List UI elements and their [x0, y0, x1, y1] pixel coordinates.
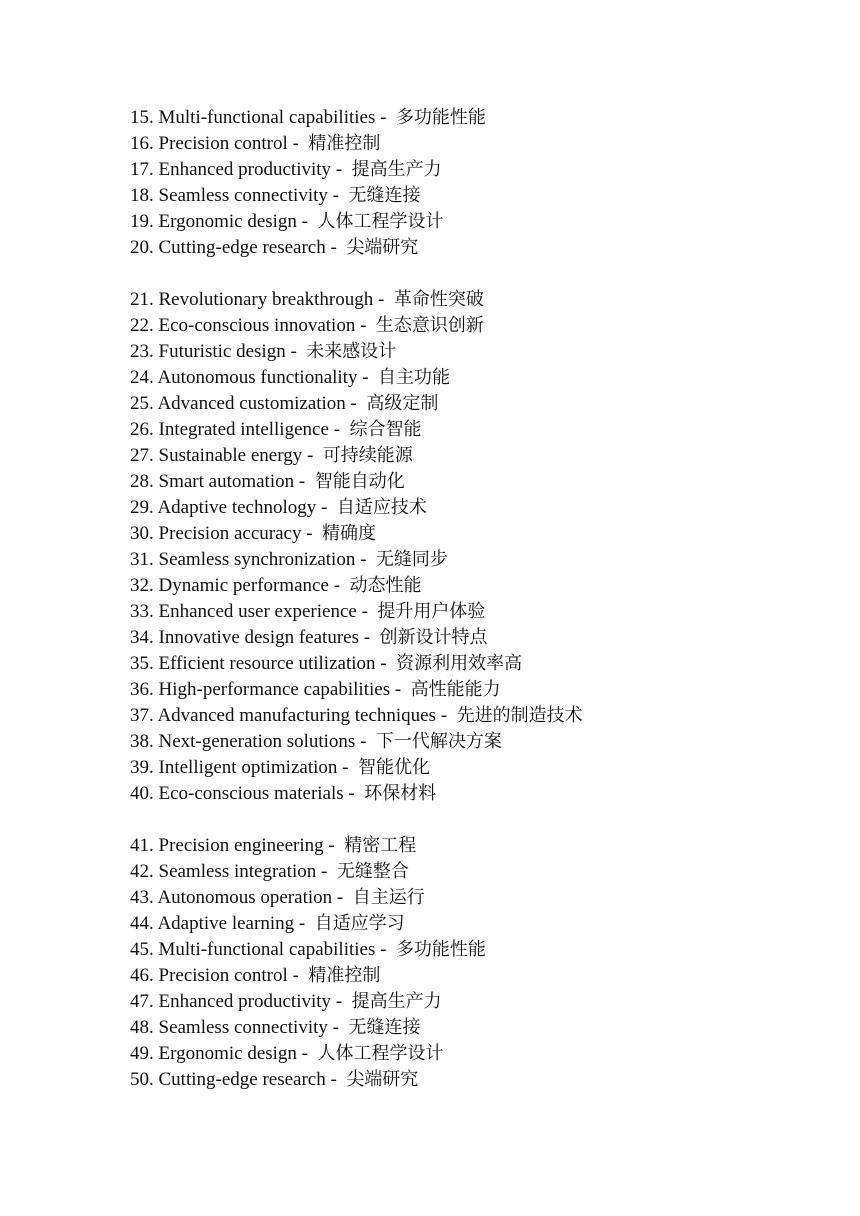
- term-list-item: [130, 1015, 830, 1041]
- term-separator-space: [308, 1043, 318, 1064]
- term-separator-space: [342, 991, 352, 1012]
- term-list-item: [130, 859, 830, 885]
- chinese-term: 无缝连接: [348, 185, 421, 206]
- chinese-term: 提高生产力: [351, 159, 442, 180]
- term-list-item: [130, 573, 830, 599]
- chinese-term: 资源利用效率高: [396, 653, 523, 674]
- chinese-term: 智能自动化: [314, 471, 405, 492]
- term-list-item: [130, 703, 830, 729]
- term-separator-space: [342, 159, 352, 180]
- chinese-term: 下一代解决方案: [375, 731, 502, 752]
- english-term: 31. Seamless synchronization -: [130, 549, 367, 570]
- term-separator-space: [337, 1069, 347, 1090]
- english-term: 37. Advanced manufacturing techniques -: [130, 705, 448, 726]
- chinese-term: 提升用户体验: [377, 601, 486, 622]
- term-separator-space: [299, 133, 309, 154]
- chinese-term: 动态性能: [349, 575, 422, 596]
- term-separator-space: [348, 757, 358, 778]
- english-term: 16. Precision control -: [130, 133, 299, 154]
- chinese-term: 高级定制: [366, 393, 439, 414]
- term-separator-space: [343, 887, 353, 908]
- chinese-term: 尖端研究: [346, 1069, 419, 1090]
- english-term: 25. Advanced customization -: [130, 393, 357, 414]
- english-term: 44. Adaptive learning -: [130, 913, 306, 934]
- english-term: 17. Enhanced productivity -: [130, 159, 343, 180]
- english-term: 32. Dynamic performance -: [130, 575, 340, 596]
- english-term: 34. Innovative design features -: [130, 627, 371, 648]
- chinese-term: 无缝同步: [375, 549, 448, 570]
- term-list-item: [130, 937, 830, 963]
- term-separator-space: [370, 627, 380, 648]
- chinese-term: 多功能性能: [395, 107, 486, 128]
- chinese-term: 人体工程学设计: [317, 1043, 444, 1064]
- chinese-term: 尖端研究: [346, 237, 419, 258]
- term-separator-space: [401, 679, 411, 700]
- document-page: [130, 105, 830, 1093]
- term-list-item: [130, 677, 830, 703]
- english-term: 41. Precision engineering -: [130, 835, 335, 856]
- english-term: 38. Next-generation solutions -: [130, 731, 367, 752]
- term-separator-space: [299, 965, 309, 986]
- term-separator-space: [366, 549, 376, 570]
- term-separator-space: [384, 289, 394, 310]
- english-term: 30. Precision accuracy -: [130, 523, 313, 544]
- english-term: 22. Eco-conscious innovation -: [130, 315, 367, 336]
- term-list-item: [130, 547, 830, 573]
- chinese-term: 环保材料: [364, 783, 437, 804]
- term-list-item: [130, 729, 830, 755]
- english-term: 39. Intelligent optimization -: [130, 757, 349, 778]
- english-term: 45. Multi-functional capabilities -: [130, 939, 387, 960]
- term-separator-space: [355, 783, 365, 804]
- term-list-group: [130, 287, 830, 807]
- term-separator-space: [337, 237, 347, 258]
- term-separator-space: [305, 913, 315, 934]
- term-separator-space: [366, 731, 376, 752]
- term-list-item: [130, 443, 830, 469]
- term-list-item: [130, 105, 830, 131]
- english-term: 42. Seamless integration -: [130, 861, 328, 882]
- chinese-term: 自适应学习: [314, 913, 405, 934]
- term-list-item: [130, 365, 830, 391]
- english-term: 48. Seamless connectivity -: [130, 1017, 339, 1038]
- english-term: 33. Enhanced user experience -: [130, 601, 368, 622]
- english-term: 27. Sustainable energy -: [130, 445, 314, 466]
- term-separator-space: [386, 939, 396, 960]
- term-separator-space: [335, 835, 345, 856]
- term-list-item: [130, 183, 830, 209]
- term-list-item: [130, 781, 830, 807]
- term-separator-space: [366, 315, 376, 336]
- term-separator-space: [297, 341, 307, 362]
- term-list-item: [130, 209, 830, 235]
- english-term: 18. Seamless connectivity -: [130, 185, 339, 206]
- term-separator-space: [386, 107, 396, 128]
- term-separator-space: [308, 211, 318, 232]
- term-list-item: [130, 989, 830, 1015]
- chinese-term: 生态意识创新: [375, 315, 484, 336]
- term-list-item: [130, 131, 830, 157]
- chinese-term: 未来感设计: [306, 341, 397, 362]
- english-term: 50. Cutting-edge research -: [130, 1069, 337, 1090]
- term-list-item: [130, 963, 830, 989]
- english-term: 40. Eco-conscious materials -: [130, 783, 355, 804]
- term-list-item: [130, 833, 830, 859]
- term-separator-space: [313, 445, 323, 466]
- english-term: 35. Efficient resource utilization -: [130, 653, 387, 674]
- chinese-term: 精准控制: [308, 133, 381, 154]
- chinese-term: 创新设计特点: [379, 627, 488, 648]
- term-list-item: [130, 521, 830, 547]
- term-list-item: [130, 599, 830, 625]
- term-list-item: [130, 911, 830, 937]
- chinese-term: 无缝连接: [348, 1017, 421, 1038]
- english-term: 28. Smart automation -: [130, 471, 306, 492]
- term-list-group: [130, 105, 830, 261]
- term-list-group: [130, 833, 830, 1093]
- chinese-term: 先进的制造技术: [456, 705, 583, 726]
- english-term: 47. Enhanced productivity -: [130, 991, 343, 1012]
- term-separator-space: [313, 523, 323, 544]
- term-list-item: [130, 885, 830, 911]
- chinese-term: 革命性突破: [393, 289, 484, 310]
- term-separator-space: [369, 367, 379, 388]
- term-list-item: [130, 157, 830, 183]
- term-separator-space: [447, 705, 457, 726]
- chinese-term: 自主功能: [378, 367, 451, 388]
- term-list-item: [130, 755, 830, 781]
- chinese-term: 精确度: [322, 523, 377, 544]
- english-term: 26. Integrated intelligence -: [130, 419, 340, 440]
- term-list-item: [130, 339, 830, 365]
- chinese-term: 多功能性能: [395, 939, 486, 960]
- english-term: 43. Autonomous operation -: [130, 887, 344, 908]
- term-list-item: [130, 391, 830, 417]
- term-list-item: [130, 469, 830, 495]
- chinese-term: 自适应技术: [336, 497, 427, 518]
- term-separator-space: [327, 861, 337, 882]
- term-separator-space: [305, 471, 315, 492]
- term-list-item: [130, 287, 830, 313]
- chinese-term: 智能优化: [357, 757, 430, 778]
- english-term: 49. Ergonomic design -: [130, 1043, 309, 1064]
- term-list-item: [130, 1067, 830, 1093]
- term-separator-space: [368, 601, 378, 622]
- term-list-item: [130, 417, 830, 443]
- chinese-term: 高性能能力: [410, 679, 501, 700]
- term-list-item: [130, 1041, 830, 1067]
- term-separator-space: [357, 393, 367, 414]
- chinese-term: 自主运行: [352, 887, 425, 908]
- chinese-term: 可持续能源: [322, 445, 413, 466]
- term-list-item: [130, 495, 830, 521]
- term-list-item: [130, 313, 830, 339]
- chinese-term: 精准控制: [308, 965, 381, 986]
- term-list-item: [130, 625, 830, 651]
- english-term: 46. Precision control -: [130, 965, 299, 986]
- term-list-item: [130, 235, 830, 261]
- term-separator-space: [387, 653, 397, 674]
- chinese-term: 精密工程: [344, 835, 417, 856]
- english-term: 36. High-performance capabilities -: [130, 679, 402, 700]
- english-term: 20. Cutting-edge research -: [130, 237, 337, 258]
- english-term: 21. Revolutionary breakthrough -: [130, 289, 385, 310]
- english-term: 23. Futuristic design -: [130, 341, 297, 362]
- term-separator-space: [327, 497, 337, 518]
- chinese-term: 无缝整合: [336, 861, 409, 882]
- chinese-term: 综合智能: [349, 419, 422, 440]
- english-term: 24. Autonomous functionality -: [130, 367, 369, 388]
- chinese-term: 提高生产力: [351, 991, 442, 1012]
- english-term: 29. Adaptive technology -: [130, 497, 328, 518]
- chinese-term: 人体工程学设计: [317, 211, 444, 232]
- term-list-item: [130, 651, 830, 677]
- english-term: 19. Ergonomic design -: [130, 211, 309, 232]
- english-term: 15. Multi-functional capabilities -: [130, 107, 387, 128]
